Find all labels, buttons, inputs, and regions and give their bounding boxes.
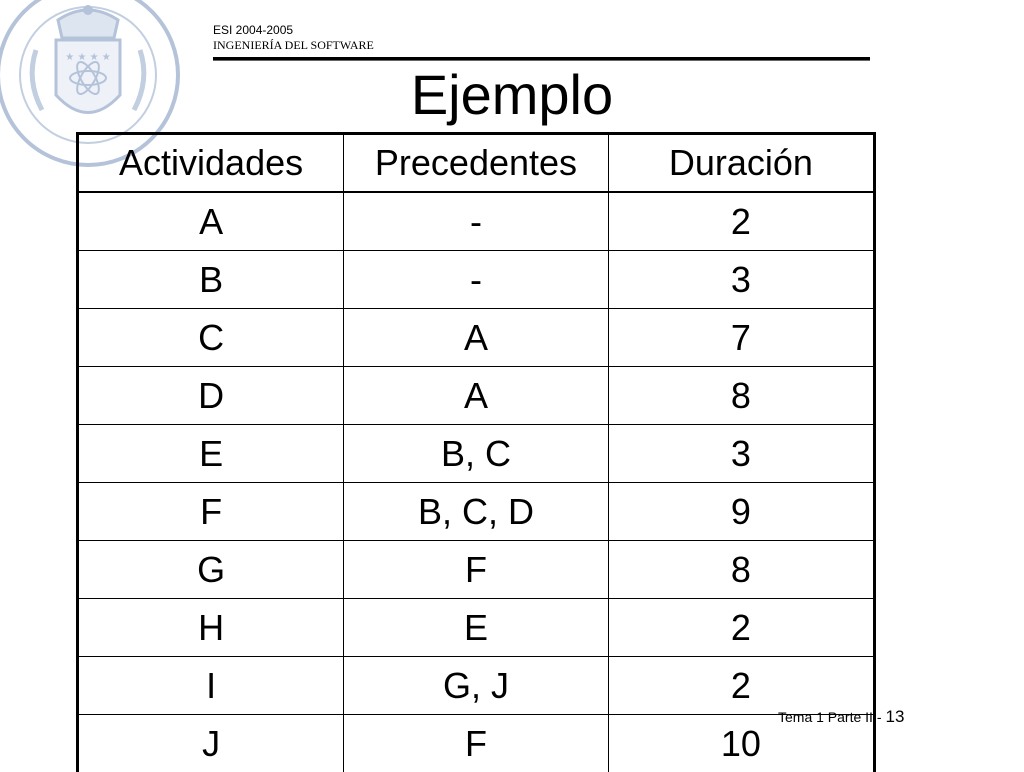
activity-cell: G [79, 541, 344, 599]
header-precedents: Precedentes [344, 135, 609, 192]
slide-footer [778, 707, 904, 727]
slide-title: Ejemplo [0, 60, 1024, 130]
activity-cell: A [79, 192, 344, 251]
table-row [79, 483, 873, 541]
activities-table [79, 135, 873, 772]
course-subject: INGENIERÍA DEL SOFTWARE [213, 38, 873, 53]
duration-cell: 9 [608, 483, 873, 541]
table-row [79, 657, 873, 715]
table-row [79, 367, 873, 425]
activity-cell: J [79, 715, 344, 772]
duration-cell: 10 [608, 715, 873, 772]
table-header-row [79, 135, 873, 192]
table-row [79, 309, 873, 367]
course-header [213, 23, 873, 53]
activity-cell: C [79, 309, 344, 367]
duration-cell: 7 [608, 309, 873, 367]
duration-cell: 2 [608, 657, 873, 715]
precedents-cell: A [344, 367, 609, 425]
activity-cell: F [79, 483, 344, 541]
precedents-cell: F [344, 541, 609, 599]
table-row [79, 192, 873, 251]
table-row [79, 251, 873, 309]
header-duration: Duración [608, 135, 873, 192]
precedents-cell: - [344, 192, 609, 251]
duration-cell: 2 [608, 192, 873, 251]
activity-cell: E [79, 425, 344, 483]
duration-cell: 2 [608, 599, 873, 657]
duration-cell: 3 [608, 251, 873, 309]
table-row [79, 715, 873, 772]
precedents-cell: B, C, D [344, 483, 609, 541]
page-number: 13 [885, 707, 904, 726]
activities-table-container [76, 132, 876, 772]
activity-cell: D [79, 367, 344, 425]
activity-cell: H [79, 599, 344, 657]
course-years: ESI 2004-2005 [213, 23, 873, 38]
duration-cell: 8 [608, 541, 873, 599]
activity-cell: I [79, 657, 344, 715]
duration-cell: 3 [608, 425, 873, 483]
header-activities: Actividades [79, 135, 344, 192]
table-row [79, 599, 873, 657]
table-row [79, 425, 873, 483]
table-row [79, 541, 873, 599]
precedents-cell: A [344, 309, 609, 367]
svg-text:★ ★ ★ ★: ★ ★ ★ ★ [65, 52, 110, 63]
precedents-cell: F [344, 715, 609, 772]
footer-label: Tema 1 Parte II - [778, 709, 881, 725]
duration-cell: 8 [608, 367, 873, 425]
precedents-cell: - [344, 251, 609, 309]
precedents-cell: B, C [344, 425, 609, 483]
precedents-cell: G, J [344, 657, 609, 715]
activity-cell: B [79, 251, 344, 309]
precedents-cell: E [344, 599, 609, 657]
